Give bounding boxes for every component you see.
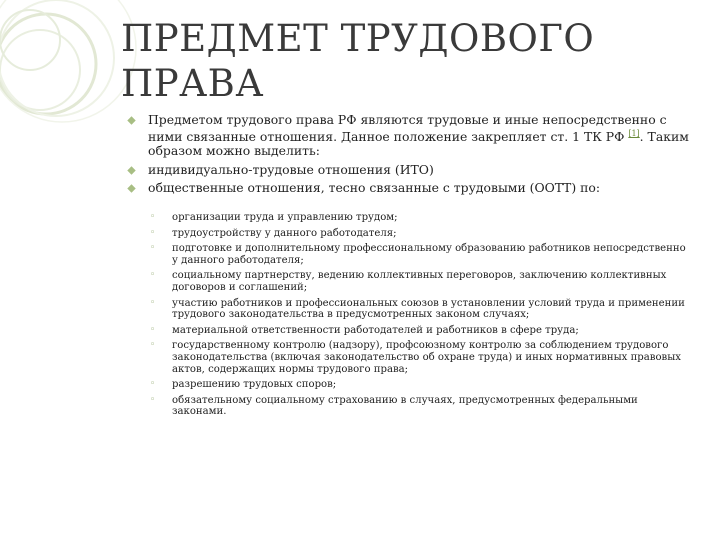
bullet-text: Предметом трудового права РФ являются трудовые и иные непосредственно с ними связанные отношения. Данное положение закрепляет ст. 1 ТК РФ xyxy=(148,112,667,144)
sub-bullet-text: материальной ответственности работодателей и работников в сфере труда; xyxy=(172,324,579,336)
sub-bullet-item xyxy=(0,340,720,375)
reference-link[interactable]: [1] xyxy=(628,128,640,138)
bullet-item-ootn xyxy=(0,181,720,195)
circle-bullet-icon: ◦ xyxy=(150,227,156,238)
sub-bullet-item xyxy=(0,228,720,240)
circle-bullet-icon: ◦ xyxy=(150,379,156,390)
bullet-item-subject xyxy=(0,113,720,158)
page-title: ПРЕДМЕТ ТРУДОВОГО ПРАВА xyxy=(121,17,595,105)
sub-bullet-item xyxy=(0,395,720,418)
bullet-text: индивидуально-трудовые отношения (ИТО) xyxy=(148,161,434,177)
sub-bullet-list xyxy=(0,212,720,422)
bullet-text-end: . Таким образом можно выделить: xyxy=(148,128,689,158)
bullet-diamond-icon xyxy=(127,116,135,124)
sub-bullet-text: подготовке и дополнительному профессиональному образованию работников непосредственно у данного работодателя; xyxy=(172,243,686,266)
circle-bullet-icon: ◦ xyxy=(150,340,156,351)
circle-bullet-icon: ◦ xyxy=(150,270,156,281)
sub-bullet-text: государственному контролю (надзору), профсоюзному контролю за соблюдением трудового законодательства (включая законодательство об охране труда) и иных нормативных правовых актов, содержащих нормы трудового права; xyxy=(172,340,681,375)
sub-bullet-item xyxy=(0,298,720,321)
circle-bullet-icon: ◦ xyxy=(150,297,156,308)
circle-bullet-icon: ◦ xyxy=(150,212,156,222)
bullet-diamond-icon xyxy=(127,185,135,193)
sub-bullet-text: разрешению трудовых споров; xyxy=(172,379,337,391)
bullet-item-ito xyxy=(0,163,720,177)
circle-bullet-icon: ◦ xyxy=(150,243,156,254)
sub-bullet-text: организации труда и управлению трудом; xyxy=(172,212,398,223)
sub-bullet-item xyxy=(0,325,720,337)
sub-bullet-text: обязательному социальному страхованию в случаях, предусмотренных федеральными законами. xyxy=(172,394,638,418)
sub-bullet-text: трудоустройству у данного работодателя; xyxy=(172,227,397,239)
sub-bullet-item xyxy=(0,270,720,293)
circle-bullet-icon: ◦ xyxy=(150,394,156,405)
bullet-text: общественные отношения, тесно связанные с трудовыми (ООТТ) по: xyxy=(148,180,600,196)
sub-bullet-text: социальному партнерству, ведению коллективных переговоров, заключению коллективных договоров и соглашений; xyxy=(172,270,667,293)
sub-bullet-text: участию работников и профессиональных союзов в установлении условий труда и применении трудового законодательства в предусмотренных законом случаях; xyxy=(172,297,685,321)
circle-bullet-icon: ◦ xyxy=(150,324,156,335)
bullet-diamond-icon xyxy=(127,166,135,174)
sub-bullet-item xyxy=(0,379,720,391)
bullet-list xyxy=(0,113,720,200)
sub-bullet-item xyxy=(0,243,720,266)
sub-bullet-item xyxy=(0,212,720,224)
